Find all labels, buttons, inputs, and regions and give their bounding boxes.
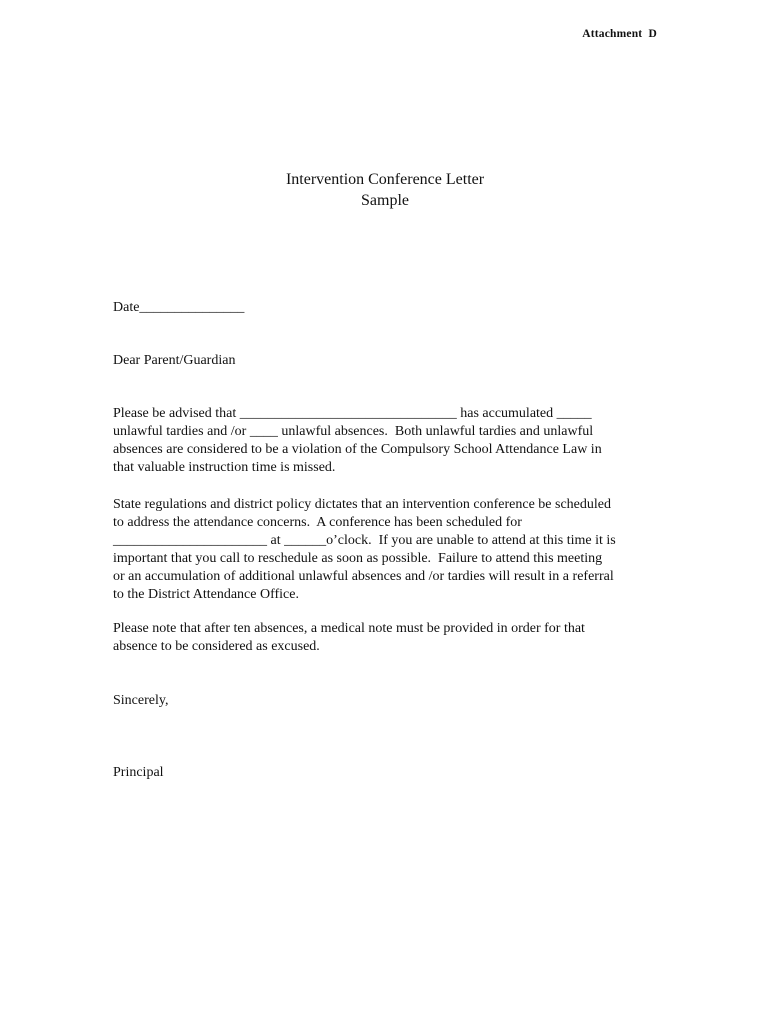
paragraph-line: or an accumulation of additional unlawful absences and /or tardies will result in a referral — [113, 569, 614, 584]
date-line — [113, 299, 661, 317]
signature — [113, 764, 661, 782]
paragraph-line: to address the attendance concerns. A conference has been scheduled for — [113, 515, 522, 530]
paragraph-line: Please note that after ten absences, a medical note must be provided in order for that — [113, 621, 585, 636]
paragraph-conference — [113, 496, 661, 604]
paragraph-medical-note — [113, 620, 661, 656]
signature-text: Principal — [113, 765, 164, 780]
paragraph-line: absences are considered to be a violation of the Compulsory School Attendance Law in — [113, 442, 602, 457]
paragraph-line: absence to be considered as excused. — [113, 639, 320, 654]
paragraph-line: that valuable instruction time is missed. — [113, 460, 336, 475]
paragraph-line: important that you call to reschedule as soon as possible. Failure to attend this meeting — [113, 551, 603, 566]
greeting-text: Dear Parent/Guardian — [113, 353, 236, 368]
date-text: Date_______________ — [113, 300, 245, 315]
attachment-label: Attachment D — [582, 28, 657, 40]
paragraph-line: Please be advised that _______________________________ has accumulated _____ — [113, 406, 592, 421]
paragraph-line: to the District Attendance Office. — [113, 587, 299, 602]
closing-text: Sincerely, — [113, 693, 169, 708]
title-line-1: Intervention Conference Letter — [285, 171, 485, 188]
closing — [113, 692, 661, 710]
letter-title — [0, 169, 770, 211]
title-line-2: Sample — [361, 192, 409, 209]
paragraph-advisement — [113, 405, 661, 477]
paragraph-line: unlawful tardies and /or ____ unlawful absences. Both unlawful tardies and unlawful — [113, 424, 594, 439]
paragraph-line: ______________________ at ______o’clock. If you are unable to attend at this time it is — [113, 533, 616, 548]
greeting — [113, 352, 661, 370]
paragraph-line: State regulations and district policy dictates that an intervention conference be scheduled — [113, 497, 611, 512]
